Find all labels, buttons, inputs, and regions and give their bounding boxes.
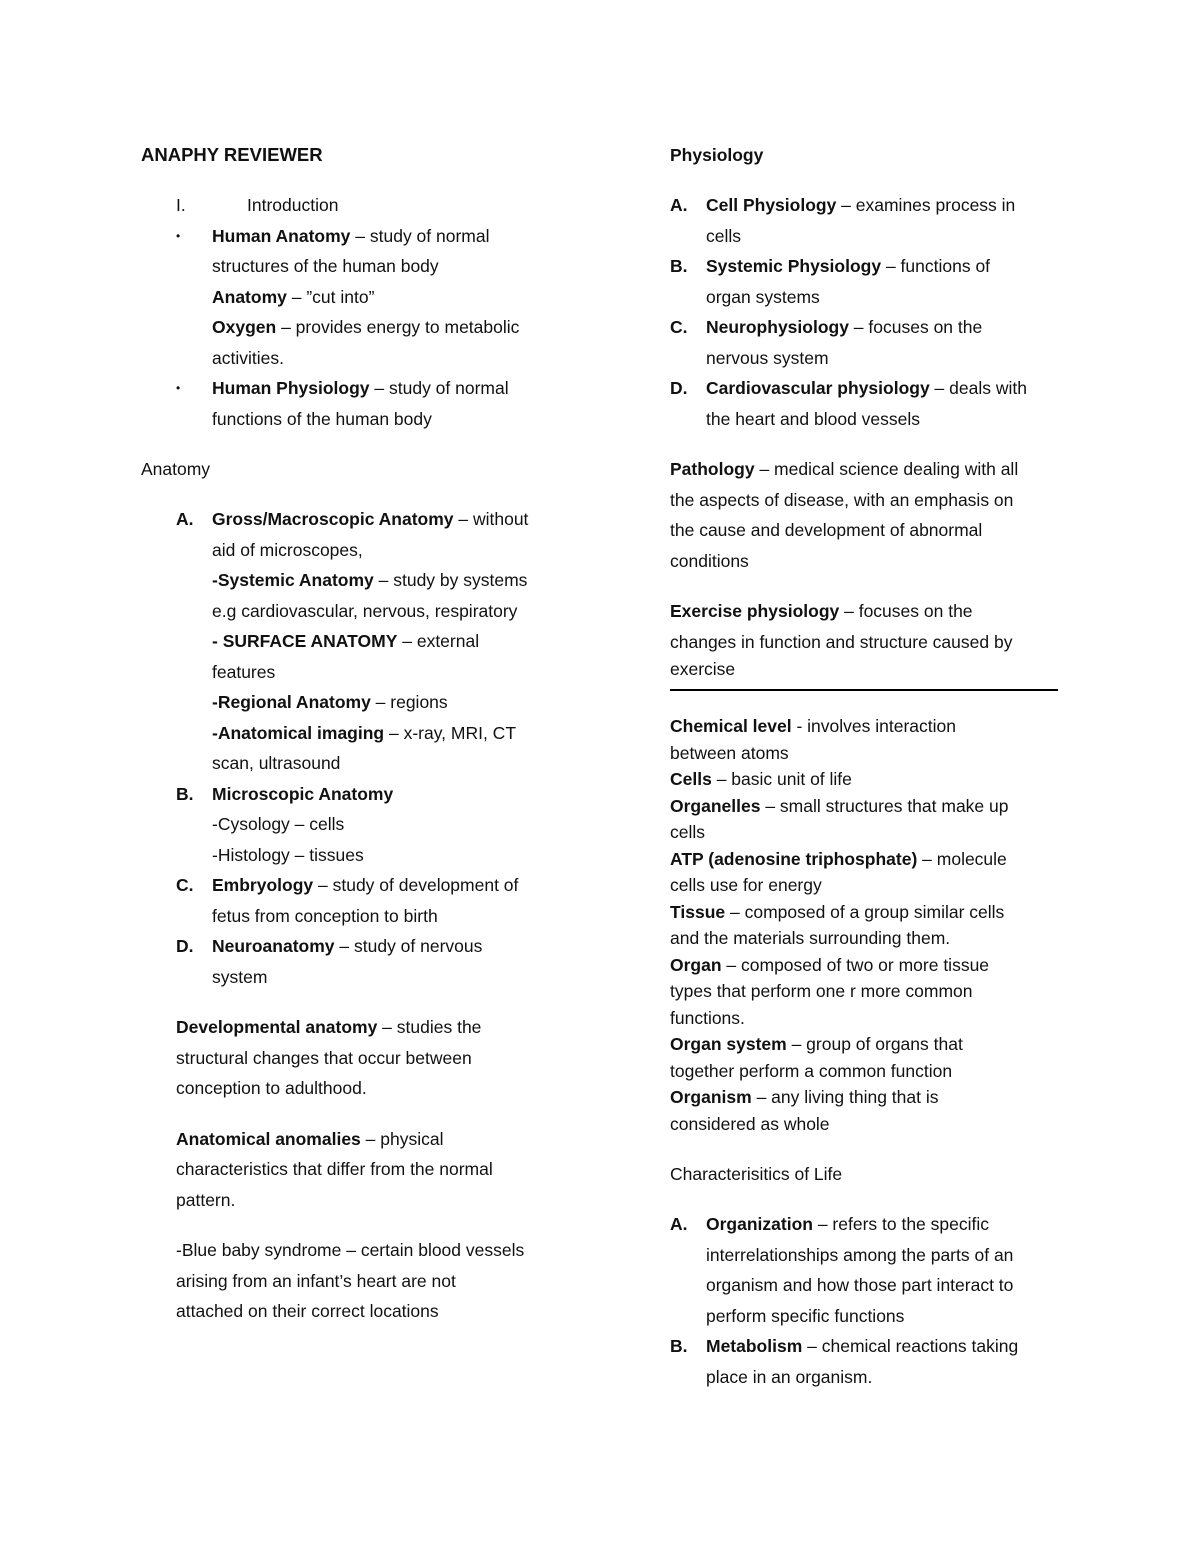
characteristics-heading: Characterisitics of Life	[670, 1164, 843, 1184]
list-item-embryology: C. Embryology – study of development of	[176, 875, 519, 895]
roman-numeral: I.	[176, 195, 186, 215]
intro-heading: Introduction	[247, 195, 339, 215]
list-item-metabolism: B. Metabolism – chemical reactions taking	[670, 1336, 1019, 1356]
list-item-microscopic-anatomy: B. Microscopic Anatomy	[176, 783, 394, 804]
list-item-systemic-physiology: B. Systemic Physiology – functions of	[670, 256, 991, 276]
list-item-neuroanatomy: D. Neuroanatomy – study of nervous	[176, 936, 483, 956]
developmental-anatomy: Developmental anatomy – studies the	[176, 1017, 482, 1037]
list-item-cell-physiology: A. Cell Physiology – examines process in	[670, 195, 1016, 215]
horizontal-rule	[670, 689, 1058, 691]
left-column: ANAPHY REVIEWER I. Introduction • Human Anatomy – study of normal structures of the human body Anatomy – ”cut into” Oxygen – provides energy to metabolic activities. • Human Physiology – study of normal functions of the human body Anatomy A. Gross/Macroscopic Anatomy – without aid of microscopes, -Systemic Anatomy – study by systems e.g cardiovascular, nervous, respiratory - SURFACE ANATOMY – external features -Regional Anatomy – regions -Anatomical imaging – x-ray, MRI, CT scan, ultrasound B. Microscopic Anatomy -Cysology – cells -Histology – tissues C. Embryology – study of development of fetus from conception to birth D. Neuroanatomy – study of nervous system Developmental anatomy – studies the structural changes that occur between conception to adulthood. Anatomical anomalies – physical characteristics that differ from the normal pattern. -Blue baby syndrome – certain blood vessels arising from an infant’s heart are not attached on their correct locations	[141, 140, 571, 1327]
bullet-item-human-physiology: • Human Physiology – study of normal	[141, 373, 571, 404]
bullet-item-human-anatomy: • Human Anatomy – study of normal	[141, 221, 571, 252]
anatomical-anomalies: Anatomical anomalies – physical	[176, 1128, 444, 1149]
blue-baby-syndrome: -Blue baby syndrome – certain blood vessels	[176, 1240, 525, 1260]
anatomy-heading: Anatomy	[141, 459, 211, 479]
list-item-gross-anatomy: A. Gross/Macroscopic Anatomy – without	[176, 509, 529, 529]
intro-heading-row	[141, 190, 571, 221]
levels-of-organization: Chemical level - involves interaction between atoms Cells – basic unit of life Organelles – small structures that make up cells ATP (adenosine triphosphate) – molecule cells use for energy Tissue – composed of a group similar cells and the materials surrounding them. Organ – composed of two or more tissue types that perform one r more common functions. Organ system – group of organs that together perform a common function Organism – any living thing that is considered as whole	[670, 716, 1009, 1134]
oxygen-definition: Oxygen – provides energy to metabolic	[212, 317, 520, 337]
list-item-organization: A. Organization – refers to the specific	[670, 1214, 990, 1234]
anatomy-definition: Anatomy – ”cut into”	[212, 286, 375, 307]
list-item-cardiovascular-physiology: D. Cardiovascular physiology – deals with	[670, 378, 1027, 398]
bullet-icon: •	[176, 228, 181, 243]
document-title: ANAPHY REVIEWER	[141, 144, 323, 165]
list-item-neurophysiology: C. Neurophysiology – focuses on the	[670, 317, 983, 337]
bullet-icon: •	[176, 381, 181, 395]
exercise-physiology-definition: Exercise physiology – focuses on the	[670, 601, 973, 621]
pathology-definition: Pathology – medical science dealing with all	[670, 459, 1019, 479]
physiology-heading: Physiology	[670, 145, 764, 165]
right-column: Physiology A. Cell Physiology – examines process in cells B. Systemic Physiology – functions of organ systems C. Neurophysiology – focuses on the nervous system D. Cardiovascular physiology – deals with the heart and blood vessels Pathology – medical science dealing with all the aspects of disease, with an emphasis on the cause and development of abnormal conditions Exercise physiology – focuses on the changes in function and structure caused by exercise Chemical level - involves interaction between atoms Cells – basic unit of life Organelles – small structures that make up cells ATP (adenosine triphosphate) – molecule cells use for energy Tissue – composed of a group similar cells and the materials surrounding them. Organ – composed of two or more tissue types that perform one r more common functions. Organ system – group of organs that together perform a common function Organism – any living thing that is considered as whole Characterisitics of Life A. Organization – refers to the specific interrelationships among the parts of an organism and how those part interact to perform specific functions B. Metabolism – chemical reactions taking place in an organism.	[670, 140, 1062, 1392]
